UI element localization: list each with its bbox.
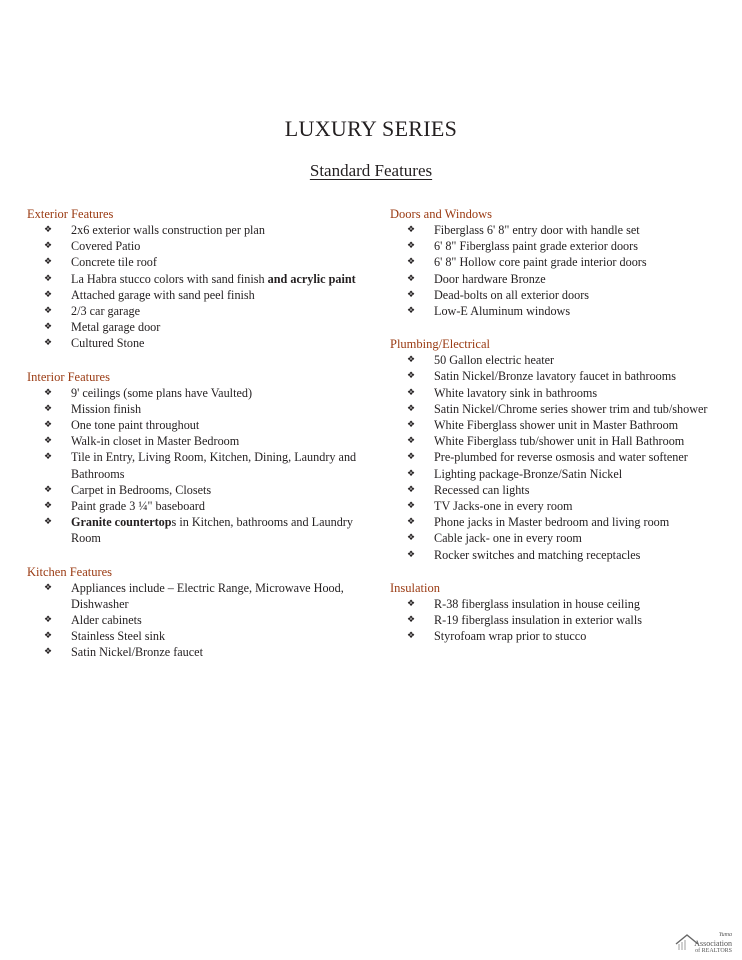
list-item xyxy=(390,303,730,319)
item-text: Low-E Aluminum windows xyxy=(434,304,571,319)
diamond-bullet-icon: ❖ xyxy=(44,338,53,349)
item-text: 9' ceilings (some plans have Vaulted) xyxy=(71,385,253,400)
section-plumbing-electrical xyxy=(390,336,730,563)
diamond-bullet-icon: ❖ xyxy=(44,501,53,512)
item-text: Appliances include – Electric Range, Microwave Hood, Dishwasher xyxy=(71,580,344,611)
list-item xyxy=(390,596,730,612)
item-text: 6' 8" Fiberglass paint grade exterior doors xyxy=(434,239,638,254)
diamond-bullet-icon: ❖ xyxy=(407,273,416,284)
diamond-bullet-icon: ❖ xyxy=(44,647,53,658)
list-item xyxy=(390,222,730,238)
section-interior-features xyxy=(27,369,367,547)
item-text: Satin Nickel/Chrome series shower trim and tub/shower xyxy=(434,401,708,416)
list-item xyxy=(27,612,367,628)
diamond-bullet-icon: ❖ xyxy=(407,468,416,479)
list-item xyxy=(390,385,730,401)
diamond-bullet-icon: ❖ xyxy=(407,289,416,300)
list-item xyxy=(27,514,367,546)
yuma-association-of-realtors-logo xyxy=(674,932,734,954)
left-column xyxy=(27,206,367,661)
item-text: R-19 fiberglass insulation in exterior walls xyxy=(434,613,642,628)
list-item xyxy=(390,352,730,368)
diamond-bullet-icon: ❖ xyxy=(44,387,53,398)
item-text: 2x6 exterior walls construction per plan xyxy=(71,223,265,237)
item-text: Satin Nickel/Bronze faucet xyxy=(71,645,203,660)
list-item xyxy=(390,612,730,628)
diamond-bullet-icon: ❖ xyxy=(407,549,416,560)
diamond-bullet-icon: ❖ xyxy=(407,436,416,447)
list-item xyxy=(390,238,730,254)
list-item xyxy=(390,287,730,303)
subtitle-text: Standard Features xyxy=(309,161,433,180)
diamond-bullet-icon: ❖ xyxy=(407,517,416,528)
logo-text xyxy=(694,932,732,955)
item-text: 6' 8" Hollow core paint grade interior doors xyxy=(434,255,647,270)
item-text: Mission finish xyxy=(71,401,142,416)
item-text: Alder cabinets xyxy=(71,613,142,628)
diamond-bullet-icon: ❖ xyxy=(407,306,416,317)
feature-list xyxy=(390,352,730,563)
item-text: Metal garage door xyxy=(71,320,161,335)
diamond-bullet-icon: ❖ xyxy=(44,225,53,235)
diamond-bullet-icon: ❖ xyxy=(407,501,416,512)
diamond-bullet-icon: ❖ xyxy=(407,387,416,398)
diamond-bullet-icon: ❖ xyxy=(44,241,53,252)
list-item xyxy=(27,319,367,335)
list-item xyxy=(27,628,367,644)
diamond-bullet-icon: ❖ xyxy=(407,403,416,414)
list-item xyxy=(27,287,367,303)
item-text: 2/3 car garage xyxy=(71,304,141,319)
diamond-bullet-icon: ❖ xyxy=(407,615,416,626)
feature-list xyxy=(390,596,730,645)
item-text: Recessed can lights xyxy=(434,482,530,497)
item-text: Cable jack- one in every room xyxy=(434,531,582,546)
list-item xyxy=(390,628,730,644)
page-subtitle xyxy=(0,161,742,181)
item-text: Tile in Entry, Living Room, Kitchen, Dining, Laundry and Bathrooms xyxy=(71,450,357,481)
diamond-bullet-icon: ❖ xyxy=(407,225,416,235)
diamond-bullet-icon: ❖ xyxy=(407,355,416,366)
list-item xyxy=(27,335,367,351)
item-text: Pre-plumbed for reverse osmosis and water softener xyxy=(434,450,688,465)
list-item xyxy=(27,271,367,287)
item-text: Door hardware Bronze xyxy=(434,271,546,286)
list-item xyxy=(27,417,367,433)
item-text: Paint grade 3 ¼" baseboard xyxy=(71,499,205,514)
list-item xyxy=(27,449,367,481)
section-heading: Doors and Windows xyxy=(390,207,493,221)
list-item xyxy=(390,368,730,384)
diamond-bullet-icon: ❖ xyxy=(44,257,53,268)
diamond-bullet-icon: ❖ xyxy=(44,452,53,463)
diamond-bullet-icon: ❖ xyxy=(407,420,416,431)
list-item xyxy=(27,385,367,401)
list-item xyxy=(27,401,367,417)
list-item xyxy=(390,401,730,417)
diamond-bullet-icon: ❖ xyxy=(44,403,53,414)
list-item xyxy=(390,498,730,514)
logo-line: Association xyxy=(694,939,732,948)
feature-list xyxy=(27,385,367,547)
section-heading: Exterior Features xyxy=(27,207,114,221)
list-item xyxy=(390,466,730,482)
section-heading: Kitchen Features xyxy=(27,564,113,579)
item-text: Rocker switches and matching receptacles xyxy=(434,547,641,562)
list-item xyxy=(390,417,730,433)
diamond-bullet-icon: ❖ xyxy=(44,615,53,626)
diamond-bullet-icon: ❖ xyxy=(44,306,53,317)
right-column xyxy=(390,206,730,644)
item-text: La Habra stucco colors with sand finish and acrylic paint xyxy=(71,271,356,286)
diamond-bullet-icon: ❖ xyxy=(407,371,416,382)
list-item xyxy=(390,482,730,498)
item-text: Walk-in closet in Master Bedroom xyxy=(71,434,240,449)
item-text: Satin Nickel/Bronze lavatory faucet in bathrooms xyxy=(434,369,676,384)
section-heading: Interior Features xyxy=(27,369,110,384)
list-item xyxy=(27,303,367,319)
diamond-bullet-icon: ❖ xyxy=(44,436,53,447)
list-item xyxy=(390,449,730,465)
diamond-bullet-icon: ❖ xyxy=(407,631,416,642)
item-text: Fiberglass 6' 8" entry door with handle set xyxy=(434,223,640,237)
diamond-bullet-icon: ❖ xyxy=(407,484,416,495)
list-item xyxy=(390,254,730,270)
diamond-bullet-icon: ❖ xyxy=(44,289,53,300)
item-text: Carpet in Bedrooms, Closets xyxy=(71,482,212,497)
item-text: Styrofoam wrap prior to stucco xyxy=(434,629,587,644)
list-item xyxy=(27,498,367,514)
item-text: Covered Patio xyxy=(71,239,141,254)
list-item xyxy=(390,271,730,287)
list-item xyxy=(27,254,367,270)
feature-list xyxy=(27,222,367,352)
section-kitchen-features xyxy=(27,564,367,661)
list-item xyxy=(27,433,367,449)
item-text: White Fiberglass shower unit in Master Bathroom xyxy=(434,418,679,433)
item-text: Lighting package-Bronze/Satin Nickel xyxy=(434,466,623,481)
item-text: Attached garage with sand peel finish xyxy=(71,287,255,302)
item-text: One tone paint throughout xyxy=(71,418,200,433)
diamond-bullet-icon: ❖ xyxy=(44,484,53,495)
list-item xyxy=(390,514,730,530)
diamond-bullet-icon: ❖ xyxy=(407,598,416,609)
list-item xyxy=(27,644,367,660)
list-item xyxy=(390,530,730,546)
section-exterior-features xyxy=(27,206,367,352)
diamond-bullet-icon: ❖ xyxy=(44,420,53,431)
section-heading: Plumbing/Electrical xyxy=(390,337,490,352)
logo-line: Yuma xyxy=(718,932,732,938)
item-text: Dead-bolts on all exterior doors xyxy=(434,287,590,302)
item-text: Concrete tile roof xyxy=(71,255,157,270)
list-item xyxy=(390,547,730,563)
diamond-bullet-icon: ❖ xyxy=(407,257,416,268)
section-doors-and-windows xyxy=(390,206,730,319)
diamond-bullet-icon: ❖ xyxy=(44,582,53,593)
item-text: Phone jacks in Master bedroom and living room xyxy=(434,515,670,530)
page-title: LUXURY SERIES xyxy=(284,116,458,141)
diamond-bullet-icon: ❖ xyxy=(44,273,53,284)
feature-list xyxy=(27,580,367,661)
item-text: White Fiberglass tub/shower unit in Hall Bathroom xyxy=(434,434,685,449)
list-item xyxy=(390,433,730,449)
list-item xyxy=(27,238,367,254)
item-text: 50 Gallon electric heater xyxy=(434,353,555,368)
item-text: Stainless Steel sink xyxy=(71,629,166,644)
diamond-bullet-icon: ❖ xyxy=(44,517,53,528)
item-text: White lavatory sink in bathrooms xyxy=(434,385,598,400)
item-text: R-38 fiberglass insulation in house ceiling xyxy=(434,596,640,611)
list-item xyxy=(27,222,367,238)
diamond-bullet-icon: ❖ xyxy=(44,322,53,333)
diamond-bullet-icon: ❖ xyxy=(44,631,53,642)
item-text: TV Jacks-one in every room xyxy=(434,499,573,514)
logo-line: of REALTORS xyxy=(695,948,732,954)
section-insulation xyxy=(390,580,730,645)
list-item xyxy=(27,580,367,612)
item-text: Granite countertops in Kitchen, bathrooms and Laundry Room xyxy=(71,515,353,546)
section-heading: Insulation xyxy=(390,580,440,595)
diamond-bullet-icon: ❖ xyxy=(407,241,416,252)
feature-list xyxy=(390,222,730,319)
list-item xyxy=(27,482,367,498)
item-text: Cultured Stone xyxy=(71,336,145,351)
diamond-bullet-icon: ❖ xyxy=(407,533,416,544)
diamond-bullet-icon: ❖ xyxy=(407,452,416,463)
